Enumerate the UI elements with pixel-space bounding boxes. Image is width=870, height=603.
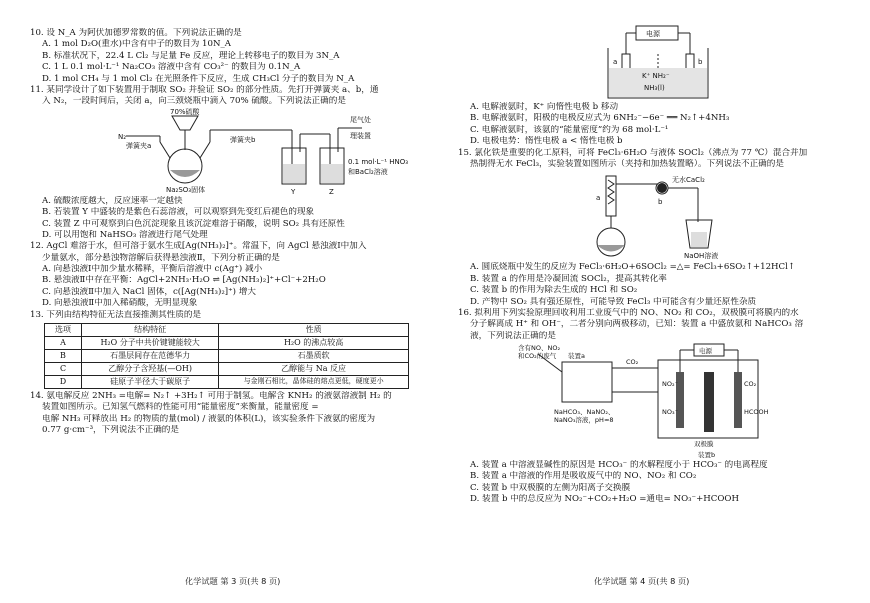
acid-label: 70%硫酸 <box>170 107 200 116</box>
q12-stem-line1: 12. AgCl 难溶于水，但可溶于氨水生成[Ag(NH₃)₂]⁺。常温下，向 AgCl 悬浊液Ⅰ中加入 <box>30 241 367 252</box>
device-a-label: 装置a <box>568 352 585 361</box>
q16-option-b: B. 装置 a 中溶液的作用是吸收废气中的 NO、NO₂ 和 CO₂ <box>470 471 697 482</box>
right-page <box>458 24 870 506</box>
cell-option: C <box>45 363 82 376</box>
q16-option-a: A. 装置 a 中溶液显碱性的原因是 HCO₃⁻ 的水解程度小于 HCO₃⁻ 的电离程度 <box>470 460 768 471</box>
q12-option-b: B. 悬浊液Ⅱ中存在平衡：AgCl+2NH₃·H₂O ⇌ [Ag(NH₃)₂]⁺+Cl⁻+2H₂O <box>42 275 326 286</box>
so2-apparatus-figure <box>30 108 448 196</box>
header-option: 选项 <box>45 324 82 337</box>
q16-stem-line2: 分子解离成 H⁺ 和 OH⁻，二者分别向两极移动，已知：装置 a 中盛放氨和 NaHCO₃ 溶 <box>470 319 804 330</box>
table-row <box>45 337 409 350</box>
co2-right-label: CO₂ <box>744 380 757 389</box>
solution-label: NaHCO₃、NaNO₂、 <box>554 408 615 417</box>
q13-stem: 13. 下列由结构特征无法直接推测其性质的是 <box>30 309 202 320</box>
q16-option-d: D. 装置 b 中的总反应为 NO₂⁻+CO₂+H₂O =通电= NO₃⁻+HCOOH <box>470 494 739 505</box>
cell-property: H₂O 的沸点较高 <box>219 337 409 350</box>
header-structure: 结构特征 <box>82 324 219 337</box>
q16-option-c: C. 装置 b 中双极膜的左侧为阳离子交换膜 <box>470 482 631 493</box>
q11-option-a: A. 硫酸浓度越大，反应速率一定越快 <box>42 195 183 206</box>
q14-option-d: D. 电极电势：惰性电极 a < 惰性电极 b <box>470 136 623 147</box>
q14-option-a: A. 电解液氨时，K⁺ 向惰性电极 b 移动 <box>470 102 619 112</box>
cell-option: A <box>45 337 82 350</box>
q12-stem-line2: 少量氨水，部分悬浊物溶解后获得悬浊液Ⅱ，下列分析正确的是 <box>42 252 280 263</box>
q16-stem-line1: 16. 拟利用下列实验原理回收利用工业废气中的 NO、NO₂ 和 CO₂，双极膜可将膜内的水 <box>458 307 799 318</box>
q14-option-b: B. 电解液氨时，阳极的电极反应式为 6NH₂⁻−6e⁻ ══ N₂↑+4NH₃ <box>470 113 730 124</box>
reagent-label-2: 和BaCl₂溶液 <box>348 167 388 176</box>
footer-right: 化学试题 第 4 页(共 8 页) <box>594 576 690 586</box>
q15-option-a: A. 圆底烧瓶中发生的反应为 FeCl₃·6H₂O+6SOCl₂ =△= FeCl₃+6SO₂↑+12HCl↑ <box>470 262 796 273</box>
ions-label: K⁺ NH₂⁻ <box>642 72 670 80</box>
co2-label: CO₂ <box>626 358 639 367</box>
q13-table <box>44 323 409 389</box>
q15-option-d: D. 产物中 SO₂ 具有强还原性，可能导致 FeCl₃ 中可能含有少量还原性杂质 <box>470 296 757 307</box>
cell-structure: H₂O 分子中共价键键能较大 <box>82 337 219 350</box>
q10-option-b: B. 标准状况下，22.4 L Cl₂ 与足量 Fe 反应，理论上转移电子的数目为 3N_A <box>42 50 340 61</box>
cell-option: D <box>45 376 82 389</box>
footer-left: 化学试题 第 3 页(共 8 页) <box>185 576 281 586</box>
hcooh-label: HCOOH <box>744 408 769 417</box>
y-label: Y <box>291 187 296 196</box>
q14-stem-line2: 装置如图所示。已知氢气燃料的性能可用“能量密度”来衡量，能量密度 = <box>42 402 319 413</box>
no3-minus-label: NO₃⁻ <box>662 408 679 417</box>
question-15 <box>458 148 870 308</box>
reagent-label: 0.1 mol·L⁻¹ HNO₃ <box>348 157 409 166</box>
q12-option-a: A. 向悬浊液Ⅰ中加少量水稀释，平衡后溶液中 c(Ag⁺) 减小 <box>42 264 263 275</box>
power-label: 电源 <box>646 30 660 38</box>
table-row <box>45 363 409 376</box>
cell-option: B <box>45 350 82 363</box>
q14-stem-line1: 14. 氨电解反应 2NH₃ =电解= N₂↑ +3H₂↑ 可用于制氢。电解含 KNH₂ 的液氨溶液制 H₂ 的 <box>30 391 392 402</box>
q11-stem-line2: 入 N₂，一段时间后，关闭 a，向三颈烧瓶中滴入 70% 硫酸。下列说法正确的是 <box>42 96 346 107</box>
question-16 <box>458 308 870 506</box>
q16-stem-line3: 液，下列说法正确的是 <box>470 330 556 341</box>
cell-property: 乙醇能与 Na 反应 <box>219 363 409 376</box>
q15-option-b: B. 装置 a 的作用是冷凝回流 SOCl₂，提高其转化率 <box>470 273 667 284</box>
q14-option-c: C. 电解液氨时，该氨的“能量密度”约为 68 mol·L⁻¹ <box>470 124 669 135</box>
q10-option-c: C. 1 L 0.1 mol·L⁻¹ Na₂CO₃ 溶液中含有 CO₃²⁻ 的数目为 0.1N_A <box>42 62 301 73</box>
electrolysis-diagram <box>458 24 870 102</box>
electrolysis-figure <box>458 24 870 102</box>
no2-minus-label: NO₂⁻ <box>662 380 679 389</box>
q11-stem-line1: 11. 某同学设计了如下装置用于制取 SO₂ 并验证 SO₂ 的部分性质。先打开弹簧夹 a、b，通 <box>30 84 379 95</box>
electrode-a-label: a <box>613 58 618 66</box>
question-10 <box>30 28 448 85</box>
q15-option-c: C. 装置 b 的作用为除去生成的 HCl 和 SO₂ <box>470 285 638 296</box>
q15-stem-line1: 15. 氯化铁是重要的化工原料，可将 FeCl₃·6H₂O 与液体 SOCl₂（沸点为 77 ℃）混合并加 <box>458 147 808 158</box>
q14-stem-line4: 0.77 g·cm⁻³，下列说法不正确的是 <box>42 425 179 436</box>
label-b: b <box>658 198 663 207</box>
label-a: a <box>596 194 601 203</box>
q10-option-a: A. 1 mol D₂O(重水)中含有中子的数目为 10N_A <box>42 39 231 50</box>
header-property: 性质 <box>219 324 409 337</box>
question-12 <box>30 241 448 309</box>
table-row <box>45 350 409 363</box>
naoh-label: NaOH溶液 <box>684 252 719 261</box>
waste-gas-label-2: 和CO₂的废气 <box>518 352 557 361</box>
power-label-2: 电源 <box>699 347 712 356</box>
q14-stem-line3: 电解 NH₃ 可释放出 H₂ 的物质的量(mol) / 液氨的体积(L)，该实验条件下液氨的密度为 <box>42 413 376 424</box>
solid-label: Na₂SO₃固体 <box>166 185 206 194</box>
cell-structure: 石墨层间存在范德华力 <box>82 350 219 363</box>
fecl3-apparatus-figure <box>458 170 870 262</box>
membrane-label: 双极膜 <box>694 440 714 449</box>
q10-stem: 10. 设 N_A 为阿伏加德罗常数的值。下列说法正确的是 <box>30 28 242 38</box>
q10-option-d: D. 1 mol CH₄ 与 1 mol Cl₂ 在光照条件下反应，生成 CH₃Cl 分子的数目为 N_A <box>42 73 355 84</box>
table-header-row <box>45 324 409 337</box>
z-label: Z <box>329 187 334 196</box>
cell-structure: 硅原子半径大于碳原子 <box>82 376 219 389</box>
clip-b-label: 弹簧夹b <box>230 135 256 144</box>
tail-gas-label-2: 理装置 <box>350 131 371 140</box>
device-b-label: 装置b <box>698 451 716 460</box>
bipolar-membrane-figure <box>458 342 870 460</box>
question-11 <box>30 85 448 241</box>
clip-a-label: 弹簧夹a <box>126 141 152 150</box>
tail-gas-label: 尾气处 <box>350 115 371 124</box>
question-13 <box>30 310 448 389</box>
solution-label-2: NaNO₃溶液，pH≈8 <box>554 416 614 425</box>
table-row <box>45 376 409 389</box>
question-14 <box>30 391 448 437</box>
waste-gas-label: 含有NO、NO₂ <box>518 344 561 353</box>
q11-option-b: B. 若装置 Y 中盛装的是紫色石蕊溶液，可以观察到先变红后褪色的现象 <box>42 207 315 218</box>
cacl2-label: 无水CaCl₂ <box>672 176 705 185</box>
cell-property: 与金刚石相比，晶体硅的熔点更低，硬度更小 <box>219 376 409 389</box>
q12-option-c: C. 向悬浊液Ⅱ中加入 NaCl 固体，c([Ag(NH₃)₂]⁺) 增大 <box>42 286 256 297</box>
electrode-b-label: b <box>698 58 703 66</box>
cell-structure: 乙醇分子含羟基(—OH) <box>82 363 219 376</box>
left-page <box>30 28 448 437</box>
nh3-label: NH₃(l) <box>644 84 665 92</box>
q15-stem-line2: 热制得无水 FeCl₃，实验装置如图所示（夹持和加热装置略）。下列说法不正确的是 <box>470 158 784 169</box>
so2-apparatus-diagram <box>30 108 448 196</box>
q11-option-c: C. 装置 Z 中可观察到白色沉淀现象且该沉淀难溶于硝酸，说明 SO₂ 具有还原性 <box>42 218 345 229</box>
fecl3-apparatus-diagram <box>458 170 870 262</box>
q11-option-d: D. 可以用饱和 NaHSO₃ 溶液进行尾气处理 <box>42 229 208 240</box>
bipolar-membrane-diagram <box>458 342 870 460</box>
cell-property: 石墨质软 <box>219 350 409 363</box>
q12-option-d: D. 向悬浊液Ⅱ中加入稀硝酸，无明显现象 <box>42 298 198 309</box>
n2-label: N₂ <box>118 132 127 141</box>
